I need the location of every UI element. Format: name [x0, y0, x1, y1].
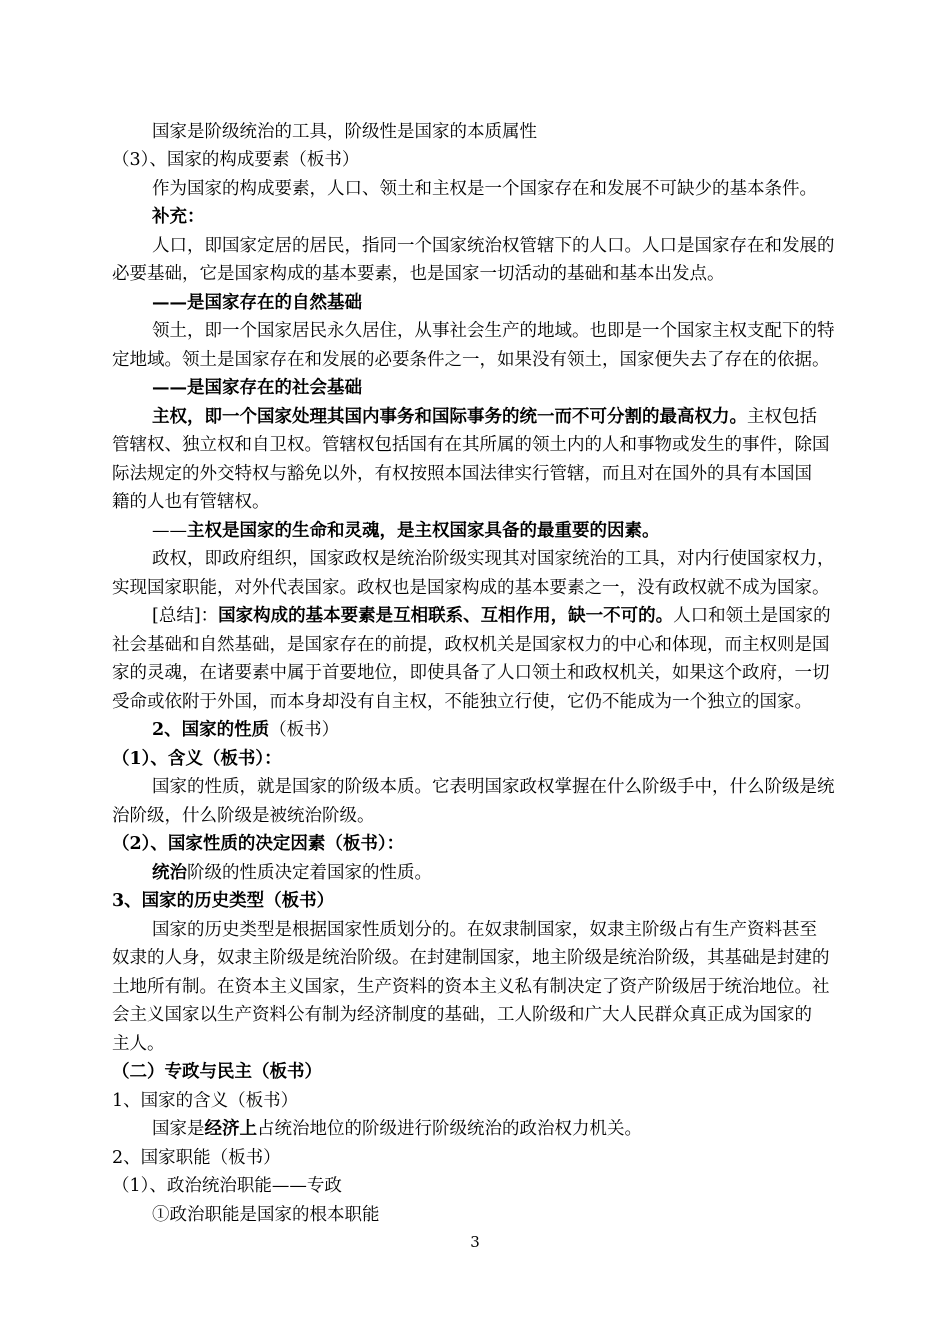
text: 国家是阶级统治的工具，阶级性是国家的本质属性	[152, 122, 537, 142]
bold-text: 3、国家的历史类型（板书）	[112, 891, 335, 911]
text-line	[0, 1172, 950, 1200]
text-line	[0, 887, 950, 915]
text: 主人。	[112, 1034, 165, 1054]
text-line	[0, 346, 950, 374]
bold-text: 主权，即一个国家处理其国内事务和国际事务的统一而不可分割的最高权力。	[152, 407, 747, 427]
text: 人口和领土是国家的	[673, 606, 831, 626]
bold-text: （1）、含义（板书）：	[112, 749, 282, 769]
text-line	[0, 374, 950, 402]
text-line	[0, 1087, 950, 1115]
bold-text: ——是国家存在的社会基础	[152, 378, 362, 398]
bold-text: （2）、国家性质的决定因素（板书）：	[112, 834, 405, 854]
text-line	[0, 317, 950, 345]
text: 土地所有制。在资本主义国家，生产资料的资本主义私有制决定了资产阶级居于统治地位。社	[112, 977, 830, 997]
text: 人口，即国家定居的居民，指同一个国家统治权管辖下的人口。人口是国家存在和发展的	[152, 236, 835, 256]
text: 定地域。领土是国家存在和发展的必要条件之一，如果没有领土，国家便失去了存在的依据。	[112, 350, 830, 370]
bold-text: 2、国家的性质	[152, 720, 270, 740]
text: 2、国家职能（板书）	[112, 1148, 281, 1168]
text: 实现国家职能，对外代表国家。政权也是国家构成的基本要素之一，没有政权就不成为国家。	[112, 578, 830, 598]
text-line	[0, 488, 950, 516]
bold-text: （二）专政与民主（板书）	[112, 1062, 322, 1082]
text: （板书）	[269, 720, 340, 740]
bold-text: 补充：	[152, 207, 205, 227]
text-line	[0, 118, 950, 146]
text-line	[0, 602, 950, 630]
text-line	[0, 973, 950, 1001]
text-line	[0, 1001, 950, 1029]
text-line	[0, 574, 950, 602]
text-line	[0, 146, 950, 174]
text-line	[0, 1115, 950, 1143]
bold-text: 主权是国家的生命和灵魂，是主权国家具备的最重要的因素。	[187, 521, 660, 541]
text: 国家是	[152, 1119, 205, 1139]
text: 国家的性质，就是国家的阶级本质。它表明国家政权掌握在什么阶级手中，什么阶级是统	[152, 777, 835, 797]
text: 治阶级，什么阶级是被统治阶级。	[112, 806, 375, 826]
text-line	[0, 631, 950, 659]
text: [总结]：	[152, 606, 219, 626]
text: 1、国家的含义（板书）	[112, 1091, 299, 1111]
text: （1）、政治统治职能——专政	[112, 1176, 342, 1196]
text-line	[0, 802, 950, 830]
text: 阶级的性质决定着国家的性质。	[187, 863, 432, 883]
text-line	[0, 517, 950, 545]
text-line	[0, 232, 950, 260]
text-line	[0, 916, 950, 944]
text-line	[0, 716, 950, 744]
text-line	[0, 688, 950, 716]
text-line	[0, 545, 950, 573]
text-line	[0, 745, 950, 773]
text: 国家的历史类型是根据国家性质划分的。在奴隶制国家，奴隶主阶级占有生产资料甚至	[152, 920, 817, 940]
bold-text: 国家构成的基本要素是互相联系、互相作用，缺一不可的。	[218, 606, 674, 626]
text-line	[0, 830, 950, 858]
text-line	[0, 773, 950, 801]
text-line	[0, 944, 950, 972]
text: 政权，即政府组织，国家政权是统治阶级实现其对国家统治的工具，对内行使国家权力，	[152, 549, 835, 569]
text-line	[0, 859, 950, 887]
text-line	[0, 403, 950, 431]
text: 奴隶的人身，奴隶主阶级是统治阶级。在封建制国家，地主阶级是统治阶级，其基础是封建的	[112, 948, 830, 968]
text: 管辖权、独立权和自卫权。管辖权包括国有在其所属的领土内的人和事物或发生的事件，除国	[112, 435, 830, 455]
text: 家的灵魂，在诸要素中属于首要地位，即使具备了人口领土和政权机关，如果这个政府，一切	[112, 663, 830, 683]
text: 领土，即一个国家居民永久居住，从事社会生产的地域。也即是一个国家主权支配下的特	[152, 321, 835, 341]
text-line	[0, 659, 950, 687]
text: 必要基础，它是国家构成的基本要素，也是国家一切活动的基础和基本出发点。	[112, 264, 725, 284]
page-number: 3	[470, 1233, 480, 1251]
text-line	[0, 1030, 950, 1058]
text-line	[0, 460, 950, 488]
text: 会主义国家以生产资料公有制为经济制度的基础，工人阶级和广大人民群众真正成为国家的	[112, 1005, 812, 1025]
text: 主权包括	[747, 407, 817, 427]
text-line	[0, 260, 950, 288]
text-line	[0, 203, 950, 231]
text: 作为国家的构成要素，人口、领土和主权是一个国家存在和发展不可缺少的基本条件。	[152, 179, 817, 199]
text: 占统治地位的阶级进行阶级统治的政治权力机关。	[257, 1119, 642, 1139]
text-line	[0, 1201, 950, 1229]
text: ——	[152, 521, 187, 541]
text: 籍的人也有管辖权。	[112, 492, 270, 512]
text: 社会基础和自然基础，是国家存在的前提，政权机关是国家权力的中心和体现，而主权则是国	[112, 635, 830, 655]
text: 际法规定的外交特权与豁免以外，有权按照本国法律实行管辖，而且对在国外的具有本国国	[112, 464, 812, 484]
text-line	[0, 289, 950, 317]
bold-text: ——是国家存在的自然基础	[152, 293, 362, 313]
text: ①政治职能是国家的根本职能	[152, 1205, 380, 1225]
text-line	[0, 175, 950, 203]
bold-text: 经济上	[204, 1119, 257, 1139]
bold-text: 统治	[152, 863, 187, 883]
text: 受命或依附于外国，而本身却没有自主权，不能独立行使，它仍不能成为一个独立的国家。	[112, 692, 812, 712]
text-line	[0, 431, 950, 459]
text-line	[0, 1058, 950, 1086]
text-line	[0, 1144, 950, 1172]
text: （3）、国家的构成要素（板书）	[112, 150, 360, 170]
